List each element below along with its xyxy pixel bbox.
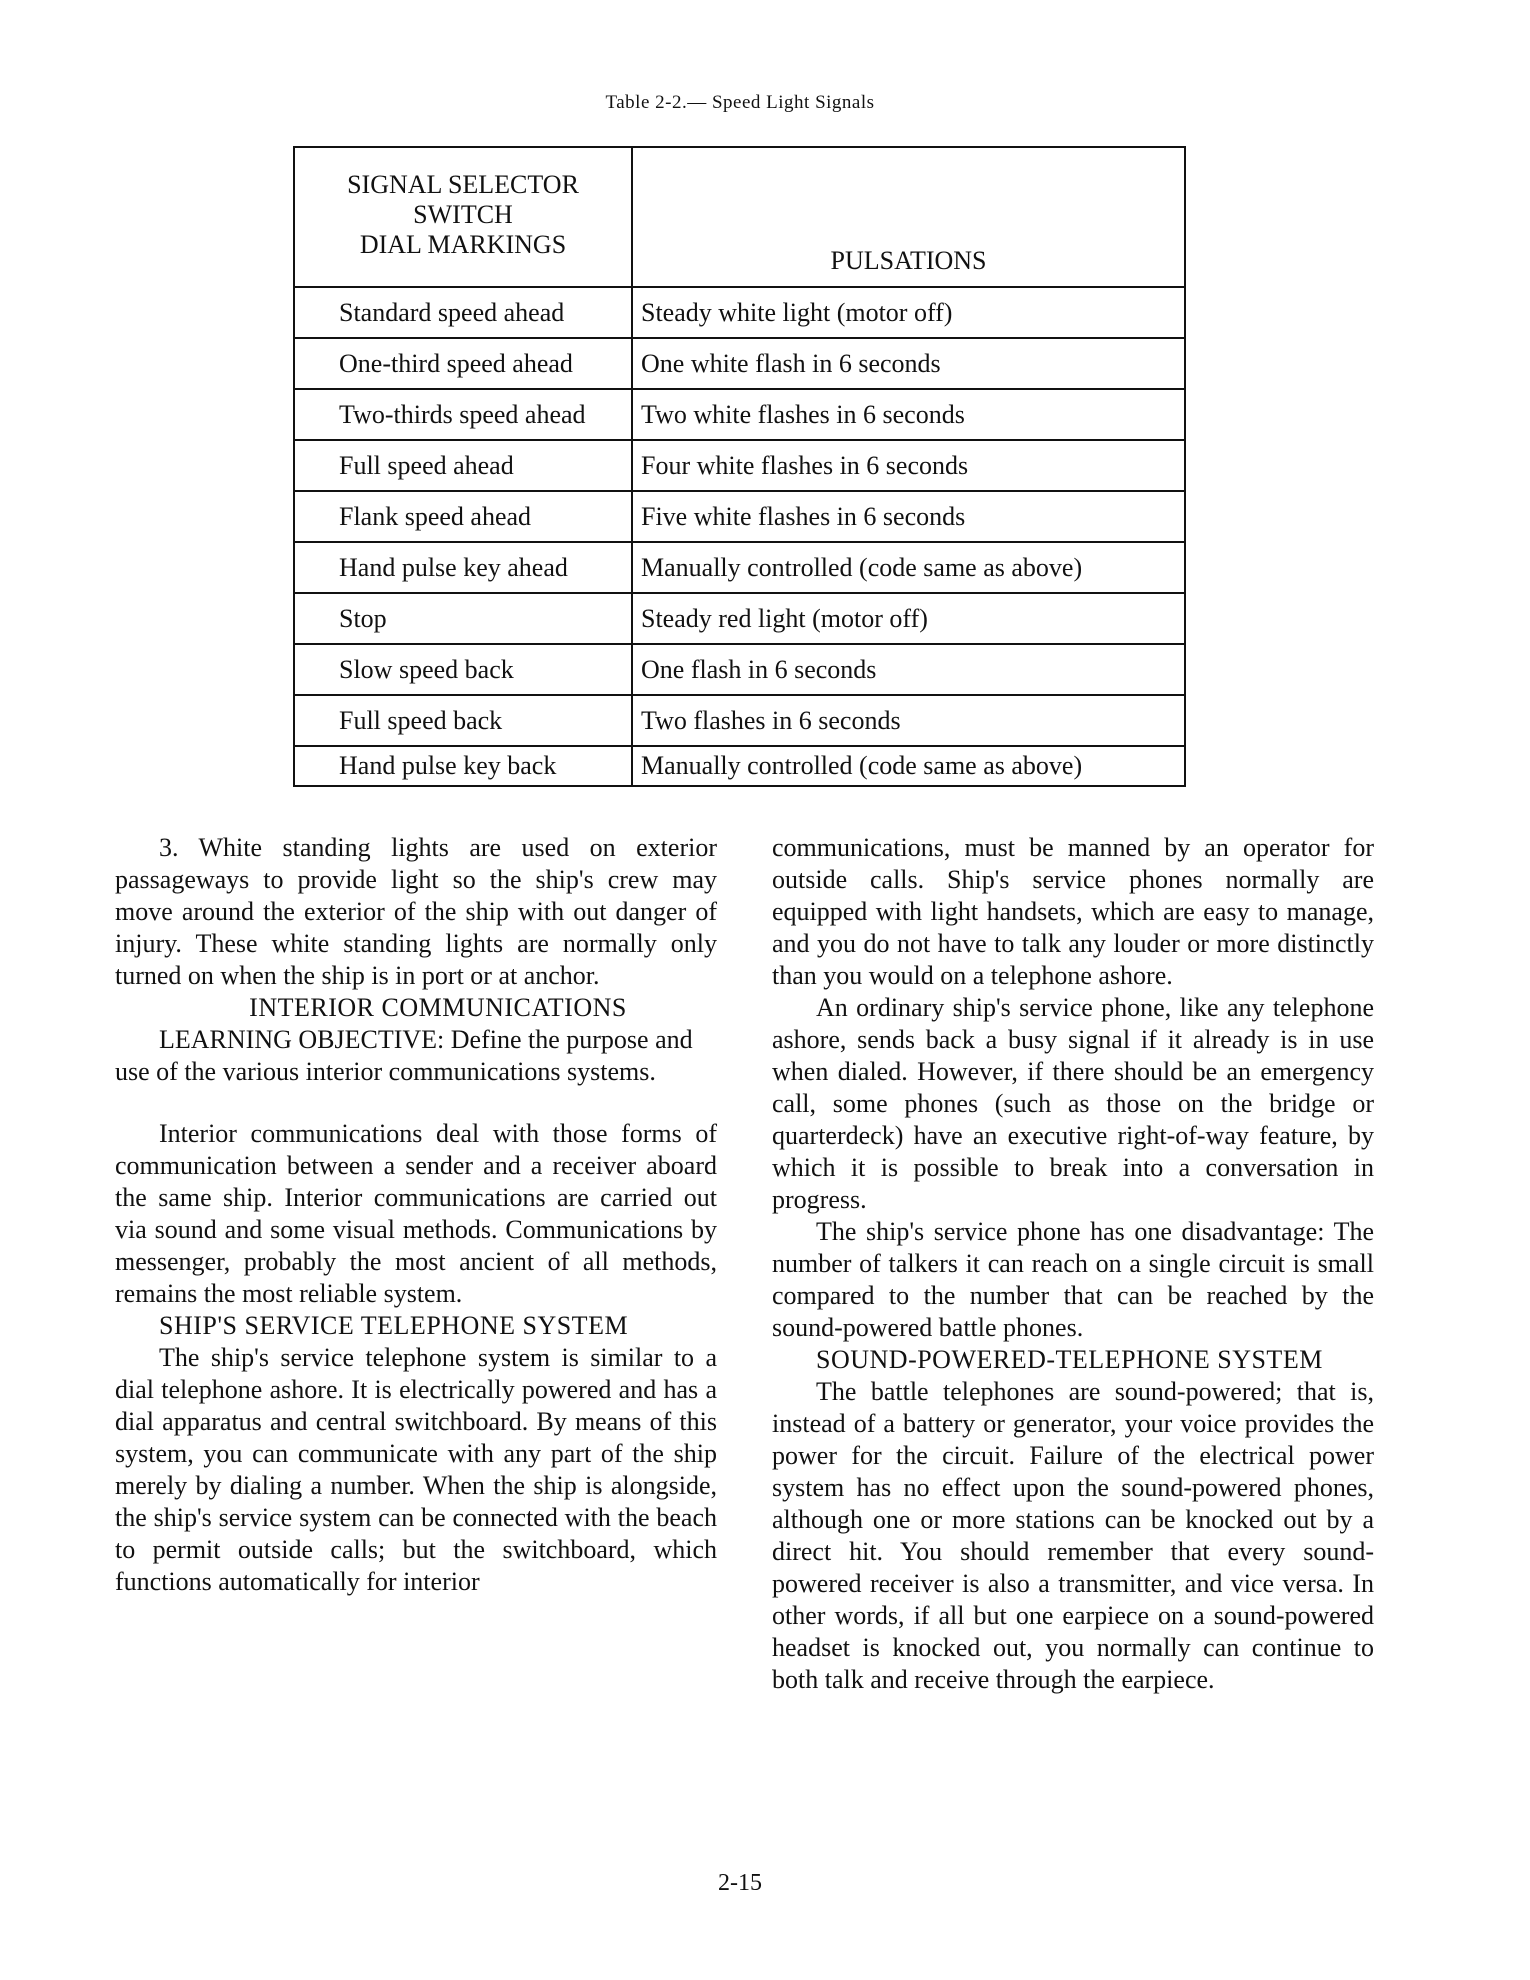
header-line-3: DIAL MARKINGS (359, 230, 567, 259)
pulsation-cell: Manually controlled (code same as above) (632, 542, 1185, 593)
table-row (294, 389, 1185, 440)
pulsation-cell: One white flash in 6 seconds (632, 338, 1185, 389)
dial-marking-cell: Two-thirds speed ahead (294, 389, 632, 440)
table-row (294, 287, 1185, 338)
interior-communications-heading: INTERIOR COMMUNICATIONS (249, 993, 627, 1022)
busy-signal-paragraph: An ordinary ship's service phone, like any telephone ashore, sends back a busy signal if it already is in use when dialed. However, if there should be an emergency call, some phones (such as those on the bridge or quarterdeck) have an executive right-of-way feature, by which it is possible to break into a conversation in progress. (772, 993, 1374, 1214)
pulsation-cell: One flash in 6 seconds (632, 644, 1185, 695)
dial-marking-cell: Standard speed ahead (294, 287, 632, 338)
page-number: 2-15 (718, 1870, 762, 1896)
interior-communications-paragraph: Interior communications deal with those forms of communication between a sender and a receiver aboard the same ship. Interior communications are carried out via sound and some visual methods. Communications by messenger, probably the most ancient of all methods, remains the most reliable system. (115, 1119, 717, 1308)
header-dial-markings (294, 147, 632, 287)
dial-marking-cell: One-third speed ahead (294, 338, 632, 389)
learning-objective: LEARNING OBJECTIVE: Define the purpose and use of the various interior communications systems. (115, 1025, 693, 1086)
table-row (294, 695, 1185, 746)
pulsation-cell: Manually controlled (code same as above) (632, 746, 1185, 786)
table-row (294, 746, 1185, 786)
table-row (294, 542, 1185, 593)
header-pulsations: PULSATIONS (632, 147, 1185, 287)
header-line-1: SIGNAL SELECTOR (347, 170, 579, 199)
table-row (294, 440, 1185, 491)
disadvantage-paragraph: The ship's service phone has one disadvantage: The number of talkers it can reach on a single circuit is small compared to the number that can be reached by the sound-powered battle phones. (772, 1217, 1374, 1342)
left-text-column (115, 832, 717, 1598)
table-header-row (294, 147, 1185, 287)
pulsation-cell: Four white flashes in 6 seconds (632, 440, 1185, 491)
dial-marking-cell: Hand pulse key ahead (294, 542, 632, 593)
header-line-2: SWITCH (413, 200, 513, 229)
table-row (294, 644, 1185, 695)
dial-marking-cell: Full speed back (294, 695, 632, 746)
table-row (294, 491, 1185, 542)
pulsation-cell: Two white flashes in 6 seconds (632, 389, 1185, 440)
table-caption: Table 2-2.— Speed Light Signals (605, 92, 875, 113)
speed-light-signals-table (293, 146, 1186, 787)
dial-marking-cell: Slow speed back (294, 644, 632, 695)
pulsation-cell: Steady white light (motor off) (632, 287, 1185, 338)
dial-marking-cell: Full speed ahead (294, 440, 632, 491)
service-telephone-heading: SHIP'S SERVICE TELEPHONE SYSTEM (159, 1311, 629, 1340)
pulsation-cell: Five white flashes in 6 seconds (632, 491, 1185, 542)
sound-powered-paragraph: The battle telephones are sound-powered; that is, instead of a battery or generator, your voice provides the power for the circuit. Failure of the electrical power system has no effect upon the sound-powered phones, although one or more stations can be knocked out by a direct hit. You should remember that every sound-powered receiver is also a transmitter, and vice versa. In other words, if all but one earpiece on a sound-powered headset is knocked out, you normally can continue to both talk and receive through the earpiece. (772, 1377, 1374, 1694)
dial-marking-cell: Flank speed ahead (294, 491, 632, 542)
pulsation-cell: Two flashes in 6 seconds (632, 695, 1185, 746)
sound-powered-heading: SOUND-POWERED-TELEPHONE SYSTEM (816, 1345, 1323, 1374)
table-row (294, 593, 1185, 644)
dial-marking-cell: Hand pulse key back (294, 746, 632, 786)
service-telephone-continued-paragraph: communications, must be manned by an operator for outside calls. Ship's service phones normally are equipped with light handsets, which are easy to manage, and you do not have to talk any louder or more distinctly than you would on a telephone ashore. (772, 833, 1374, 990)
standing-lights-paragraph: 3. White standing lights are used on exterior passageways to provide light so the ship's crew may move around the exterior of the ship with out danger of injury. These white standing lights are normally only turned on when the ship is in port or at anchor. (115, 833, 717, 990)
pulsation-cell: Steady red light (motor off) (632, 593, 1185, 644)
right-text-column (772, 832, 1374, 1696)
dial-marking-cell: Stop (294, 593, 632, 644)
service-telephone-paragraph: The ship's service telephone system is similar to a dial telephone ashore. It is electrically powered and has a dial apparatus and central switchboard. By means of this system, you can communicate with any part of the ship merely by dialing a number. When the ship is alongside, the ship's service system can be connected with the beach to permit outside calls; but the switchboard, which functions automatically for interior (115, 1343, 717, 1596)
table-row (294, 338, 1185, 389)
